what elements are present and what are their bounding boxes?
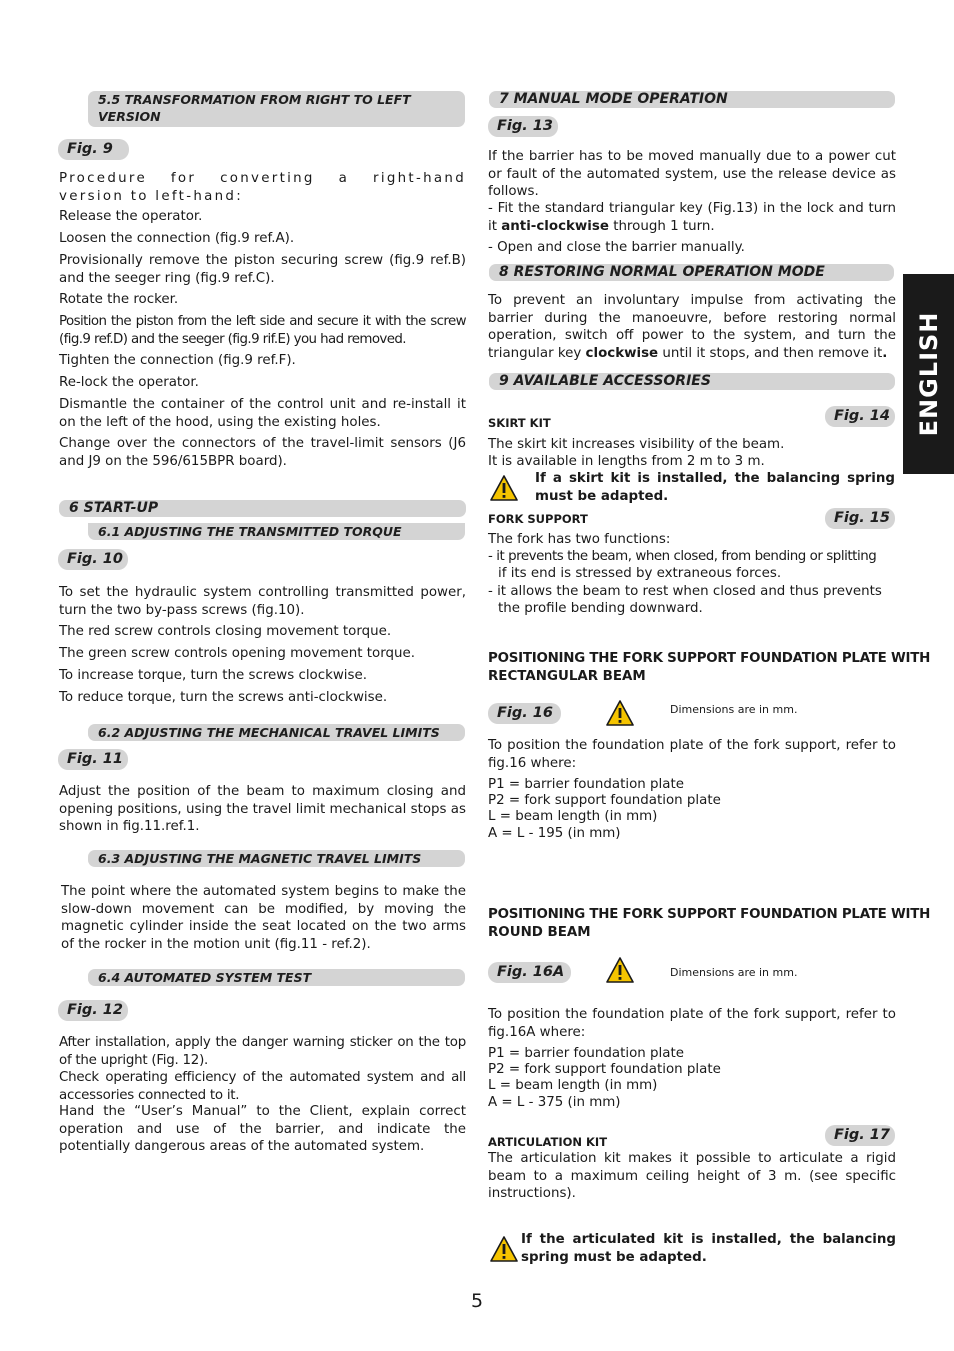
fig-10-label: Fig. 10	[58, 549, 128, 570]
articulation-kit-heading: ARTICULATION KIT	[488, 1135, 608, 1149]
s55-position-piston: Position the piston from the left side and secure it with the screw (fig.9 ref.D) and the seeger (fig.9 rif.E) you had removed.	[59, 314, 466, 347]
section-6-3-title: 6.3 ADJUSTING THE MAGNETIC TRAVEL LIMITS	[88, 850, 465, 867]
s55-dismantle: Dismantle the container of the control unit and re-install it on the left of the hood, using the existing holes.	[59, 397, 466, 430]
s55-rotate: Rotate the rocker.	[59, 292, 179, 307]
page-number: 5	[470, 1290, 484, 1312]
s7-intro: If the barrier has to be moved manually due to a power cut or fault of the automated system, use the release device as follows.	[488, 149, 896, 199]
s55-procedure: Procedure for converting a right-hand version to left-hand:	[59, 171, 466, 204]
section-5-5-title: 5.5 TRANSFORMATION FROM RIGHT TO LEFT VERSION	[88, 91, 465, 127]
list-item: P1 = barrier foundation plate	[488, 777, 684, 792]
s62-adjust: Adjust the position of the beam to maximum closing and opening positions, using the travel limit mechanical stops as shown in fig.11.ref.1.	[59, 784, 466, 834]
fig-15-label: Fig. 15	[825, 508, 895, 529]
round-legend-list	[488, 1046, 896, 1111]
round-beam-heading: POSITIONING THE FORK SUPPORT FOUNDATION PLATE WITH ROUND BEAM	[488, 907, 931, 940]
section-8-title: 8 RESTORING NORMAL OPERATION MODE	[489, 264, 894, 281]
s61-red-screw: The red screw controls closing movement torque.	[59, 624, 392, 639]
fig-9-label: Fig. 9	[58, 139, 129, 160]
fork-support-heading: FORK SUPPORT	[488, 512, 588, 526]
fig-17-label: Fig. 17	[825, 1125, 895, 1146]
skirt-kit-heading: SKIRT KIT	[488, 416, 551, 430]
skirt-lengths: It is available in lengths from 2 m to 3 m.	[488, 454, 765, 469]
warning-icon	[490, 475, 518, 501]
section-6-4-title: 6.4 AUTOMATED SYSTEM TEST	[88, 969, 465, 986]
dims-note-16: Dimensions are in mm.	[670, 703, 798, 716]
rect-beam-heading: POSITIONING THE FORK SUPPORT FOUNDATION PLATE WITH RECTANGULAR BEAM	[488, 651, 931, 684]
list-item: A = L - 195 (in mm)	[488, 825, 621, 841]
fork-prevent-cont: if its end is stressed by extraneous forces.	[498, 566, 782, 581]
s61-set-hydraulic: To set the hydraulic system controlling transmitted power, turn the two by-pass screws (fig.10).	[59, 585, 466, 618]
fig-11-label: Fig. 11	[58, 749, 128, 770]
s64-manual: Hand the “User’s Manual” to the Client, explain correct operation and use of the barrier, and indicate the potentially dangerous areas of the automated system.	[59, 1104, 466, 1154]
fig-12-label: Fig. 12	[58, 1000, 128, 1021]
s55-change-connectors: Change over the connectors of the travel-limit sensors (J6 and J9 on the 596/615BPR board).	[59, 436, 466, 469]
fig-16a-label: Fig. 16A	[488, 962, 571, 983]
s55-release: Release the operator.	[59, 209, 203, 224]
dims-note-16a: Dimensions are in mm.	[670, 966, 798, 979]
skirt-visibility: The skirt kit increases visibility of the beam.	[488, 437, 785, 452]
s55-remove-screw: Provisionally remove the piston securing screw (fig.9 ref.B) and the seeger ring (fig.9 ref.C).	[59, 253, 466, 286]
s61-green-screw: The green screw controls opening movement torque.	[59, 646, 415, 661]
s8-restore: To prevent an involuntary impulse from activating the barrier during the manoeuvre, before restoring normal operation, switch off power to the system, and turn the triangular key clockwise until it stops, and then remove it.	[488, 293, 896, 361]
skirt-warning: If a skirt kit is installed, the balancing spring must be adapted.	[535, 471, 895, 504]
round-position: To position the foundation plate of the fork support, refer to fig.16A where:	[488, 1007, 896, 1040]
fig-16-label: Fig. 16	[488, 703, 561, 724]
s7-fit-key: - Fit the standard triangular key (Fig.13) in the lock and turn it anti-clockwise through 1 turn.	[488, 201, 896, 234]
s55-loosen: Loosen the connection (fig.9 ref.A).	[59, 231, 295, 246]
warning-icon	[606, 957, 634, 983]
section-7-title: 7 MANUAL MODE OPERATION	[489, 91, 895, 108]
s63-slowdown: The point where the automated system begins to make the slow-down movement can be modified, by moving the magnetic cylinder inside the seat located on the two arms of the rocker in the motion unit (fig.11 - ref.2).	[61, 884, 466, 952]
articulation-desc: The articulation kit makes it possible to articulate a rigid beam to a maximum ceiling height of 3 m. (see specific instructions).	[488, 1151, 896, 1201]
fork-prevent: - it prevents the beam, when closed, from bending or splitting	[488, 549, 877, 564]
list-item: P2 = fork support foundation plate	[488, 793, 721, 809]
fig-13-label: Fig. 13	[488, 116, 558, 137]
articulation-warning: If the articulated kit is installed, the balancing spring must be adapted.	[521, 1232, 896, 1265]
warning-icon	[606, 700, 634, 726]
rect-position: To position the foundation plate of the fork support, refer to fig.16 where:	[488, 738, 896, 771]
warning-icon	[490, 1236, 518, 1262]
fork-rest: - it allows the beam to rest when closed and thus prevents	[488, 584, 882, 599]
list-item: L = beam length (in mm)	[488, 1078, 658, 1094]
list-item: P2 = fork support foundation plate	[488, 1062, 721, 1078]
s7-open-close: - Open and close the barrier manually.	[488, 240, 745, 255]
fork-rest-cont: the profile bending downward.	[498, 601, 703, 616]
section-6-title: 6 START-UP	[59, 500, 466, 517]
rect-legend-list	[488, 777, 896, 842]
list-item: A = L - 375 (in mm)	[488, 1094, 621, 1110]
s61-reduce: To reduce torque, turn the screws anti-clockwise.	[59, 690, 388, 705]
list-item: P1 = barrier foundation plate	[488, 1046, 684, 1061]
language-tab-english: ENGLISH	[903, 274, 954, 474]
s64-check: Check operating efficiency of the automated system and all accessories connected to it.	[59, 1070, 466, 1103]
section-6-2-title: 6.2 ADJUSTING THE MECHANICAL TRAVEL LIMITS	[88, 724, 465, 741]
section-6-1-title: 6.1 ADJUSTING THE TRANSMITTED TORQUE	[88, 523, 465, 540]
s55-tighten: Tighten the connection (fig.9 ref.F).	[59, 353, 296, 368]
s61-increase: To increase torque, turn the screws clockwise.	[59, 668, 367, 683]
fork-functions: The fork has two functions:	[488, 532, 671, 547]
fig-14-label: Fig. 14	[825, 406, 895, 427]
s64-sticker: After installation, apply the danger warning sticker on the top of the upright (Fig. 12).	[59, 1035, 466, 1068]
list-item: L = beam length (in mm)	[488, 809, 658, 825]
section-9-title: 9 AVAILABLE ACCESSORIES	[489, 373, 895, 390]
s55-relock: Re-lock the operator.	[59, 375, 199, 390]
